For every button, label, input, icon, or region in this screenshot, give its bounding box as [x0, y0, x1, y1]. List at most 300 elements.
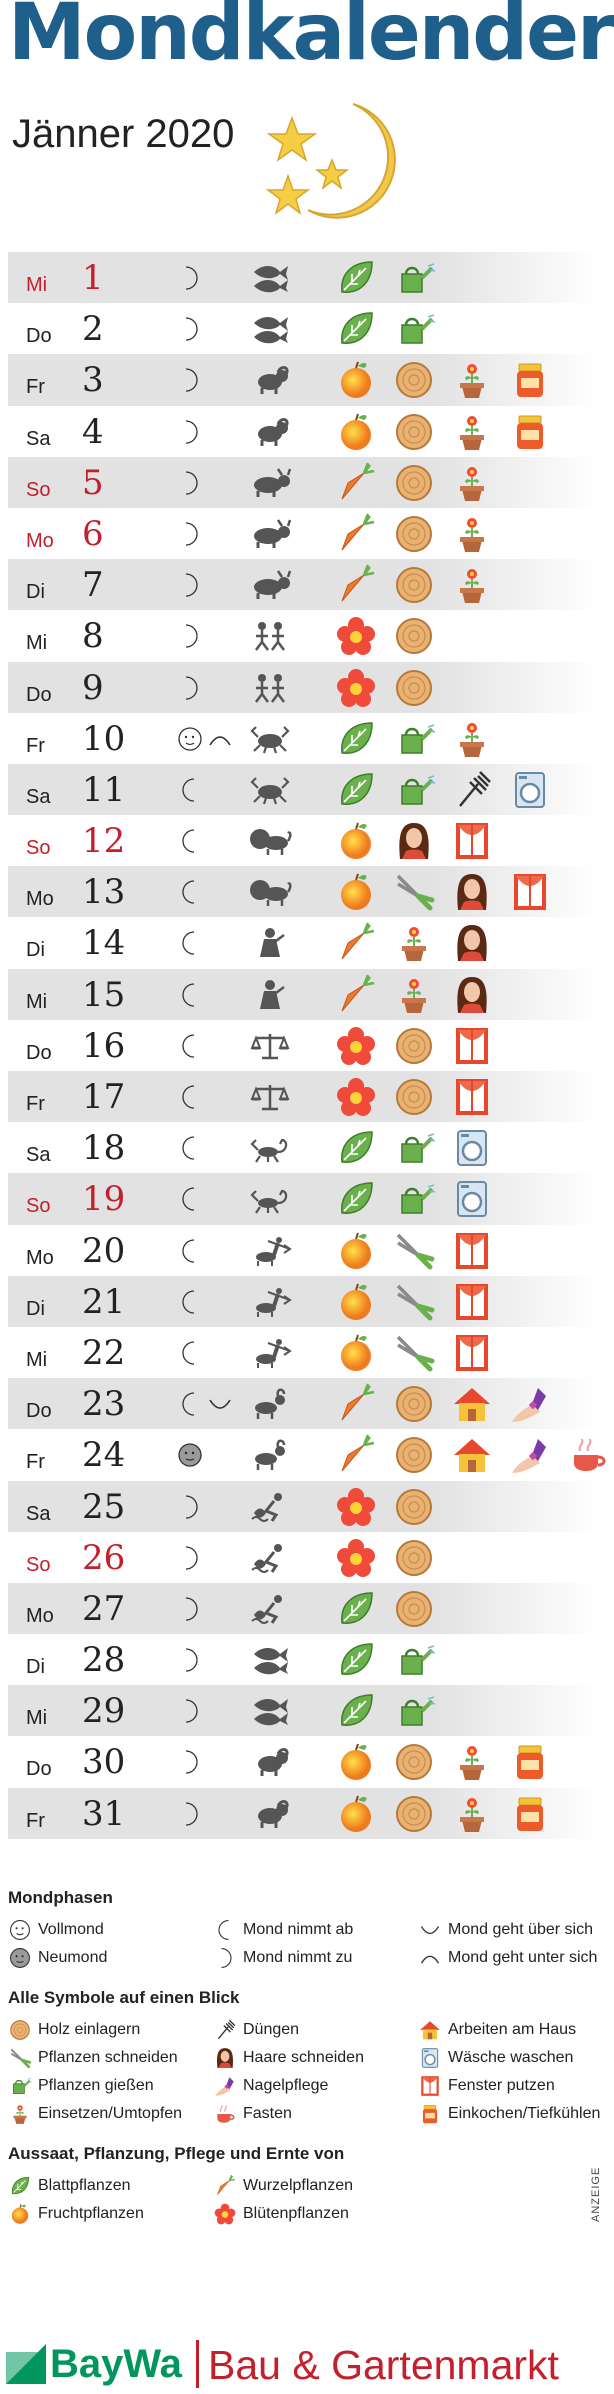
moon-phase-cell — [176, 1027, 236, 1065]
moon-phase-cell — [176, 361, 236, 399]
month-subtitle: Jänner 2020 — [12, 112, 235, 156]
einkochen-icon — [508, 1792, 552, 1836]
wurzel-icon — [334, 973, 378, 1017]
calendar-row — [8, 1583, 598, 1634]
schneiden-icon — [392, 1280, 436, 1324]
frucht-icon — [334, 870, 378, 914]
blueten-icon — [334, 1536, 378, 1580]
moon-phase-cell — [176, 1795, 236, 1833]
activity-icons — [334, 1075, 494, 1119]
holz-icon — [392, 1024, 436, 1068]
activity-icons — [334, 1024, 494, 1068]
ad-label: ANZEIGE — [590, 2166, 602, 2222]
moon-phase-cell — [176, 1180, 236, 1218]
blueten-icon — [334, 666, 378, 710]
legend-label: Holz einlagern — [38, 2021, 141, 2038]
fenster-icon — [450, 819, 494, 863]
moon-zu-icon — [176, 622, 204, 650]
calendar-row — [8, 1071, 598, 1122]
fenster-icon — [450, 1280, 494, 1324]
calendar-row — [8, 1020, 598, 1071]
calendar-row — [8, 1634, 598, 1685]
legend-item — [213, 2174, 418, 2198]
plants-legend — [8, 2174, 608, 2226]
duengen-icon — [450, 768, 494, 812]
moon-ab-icon — [176, 1134, 204, 1162]
haare-icon — [392, 819, 436, 863]
activity-icons — [334, 614, 436, 658]
weekday-label: Fr — [26, 1451, 45, 1474]
wurzel-icon — [334, 461, 378, 505]
wurzel-icon — [334, 563, 378, 607]
moon-ab-icon — [176, 1185, 204, 1213]
holz-icon — [392, 461, 436, 505]
legend-label: Haare schneiden — [243, 2049, 364, 2066]
frucht-icon — [334, 1740, 378, 1784]
activity-icons — [334, 307, 436, 351]
legend-item — [213, 2102, 418, 2126]
blatt-icon — [334, 256, 378, 300]
moon-phase-cell — [176, 976, 236, 1014]
blatt-icon — [334, 1638, 378, 1682]
calendar-row — [8, 764, 598, 815]
moon-zu-icon — [176, 418, 204, 446]
activity-icons — [334, 1536, 436, 1580]
weekday-label: Mo — [26, 888, 54, 911]
activity-icons — [334, 870, 552, 914]
activity-icons — [334, 973, 494, 1017]
weekday-label: Do — [26, 1041, 52, 1064]
wurzel-icon — [213, 2174, 237, 2198]
legend-item — [8, 2018, 213, 2042]
legend-item — [213, 2046, 418, 2070]
holz-icon — [392, 410, 436, 454]
moon-ueber-icon — [206, 1390, 234, 1418]
day-number: 1 — [82, 258, 104, 298]
moon-ab-icon — [176, 1083, 204, 1111]
weekday-label: Fr — [26, 734, 45, 757]
zodiac-loewe-icon — [248, 876, 292, 908]
waesche-icon — [450, 1126, 494, 1170]
moon-ab-icon — [176, 981, 204, 1009]
giessen-icon — [392, 1126, 436, 1170]
zodiac-fische-icon — [248, 262, 292, 294]
holz-icon — [392, 358, 436, 402]
weekday-label: Mi — [26, 1707, 48, 1730]
zodiac-schuetze-icon — [248, 1235, 292, 1267]
day-number: 9 — [82, 667, 104, 708]
wurzel-icon — [334, 921, 378, 965]
ueber-icon — [418, 1918, 442, 1942]
weekday-label: Do — [26, 325, 52, 348]
moon-phase-cell — [176, 1436, 236, 1474]
calendar-row — [8, 1429, 598, 1480]
weekday-label: Mi — [26, 990, 48, 1013]
frucht-icon — [334, 1792, 378, 1836]
zodiac-jungfrau-icon — [248, 979, 292, 1011]
giessen-icon — [392, 256, 436, 300]
zodiac-loewe-icon — [248, 825, 292, 857]
einsetzen-icon — [8, 2102, 32, 2126]
activity-icons — [334, 1280, 494, 1324]
legend-item — [8, 1918, 213, 1942]
day-number: 10 — [82, 718, 126, 759]
weekday-label: Di — [26, 1297, 45, 1320]
calendar-row — [8, 1378, 598, 1429]
day-number: 29 — [82, 1691, 126, 1732]
calendar-row — [8, 917, 598, 968]
calendar-table — [8, 252, 598, 1839]
zodiac-stier-icon — [248, 569, 292, 601]
day-number: 12 — [82, 821, 126, 862]
zodiac-skorpion-icon — [248, 1132, 292, 1164]
frucht-icon — [334, 1280, 378, 1324]
day-number: 22 — [82, 1332, 126, 1373]
fenster-icon — [450, 1024, 494, 1068]
moon-phase-cell — [176, 1129, 236, 1167]
legend-item — [418, 2046, 608, 2070]
schneiden-icon — [392, 1331, 436, 1375]
calendar-row — [8, 406, 598, 457]
unter-icon — [418, 1946, 442, 1970]
weekday-label: Sa — [26, 1144, 51, 1167]
day-number: 31 — [82, 1793, 126, 1834]
calendar-row — [8, 1225, 598, 1276]
einsetzen-icon — [450, 1792, 494, 1836]
moon-phase-cell — [176, 771, 236, 809]
moon-phase-cell — [176, 1641, 236, 1679]
day-number: 6 — [82, 513, 104, 554]
holz-icon — [392, 1075, 436, 1119]
calendar-row — [8, 866, 598, 917]
weekday-label: Mo — [26, 1604, 54, 1627]
legend-label: Einkochen/Tiefkühlen — [448, 2105, 601, 2122]
moon-ab-icon — [176, 1288, 204, 1316]
calendar-row — [8, 1788, 598, 1839]
moon-phase-cell — [176, 1385, 236, 1423]
moon-zu-icon — [176, 1493, 204, 1521]
zodiac-steinbock-icon — [248, 1388, 292, 1420]
legend — [8, 1888, 608, 2244]
legend-label: Mond geht unter sich — [448, 1949, 598, 1966]
zodiac-widder-icon — [248, 416, 292, 448]
weekday-label: Mi — [26, 1348, 48, 1371]
activity-icons — [334, 717, 494, 761]
moon-zu-icon — [176, 469, 204, 497]
weekday-label: Do — [26, 1758, 52, 1781]
calendar-row — [8, 1173, 598, 1224]
blatt-icon — [334, 1177, 378, 1221]
holz-icon — [392, 666, 436, 710]
zodiac-widder-icon — [248, 1798, 292, 1830]
blatt-icon — [334, 717, 378, 761]
day-number: 4 — [82, 411, 104, 452]
giessen-icon — [392, 1689, 436, 1733]
legend-label: Nagelpflege — [243, 2077, 329, 2094]
holz-icon — [392, 1740, 436, 1784]
holz-icon — [392, 1382, 436, 1426]
weekday-label: So — [26, 478, 51, 501]
activity-icons — [334, 1433, 610, 1477]
legend-item — [418, 2018, 608, 2042]
activity-icons — [334, 512, 494, 556]
blatt-icon — [334, 768, 378, 812]
brand-name: BayWa — [50, 2342, 182, 2386]
moon-phase-cell — [176, 1743, 236, 1781]
moon-phase-cell — [176, 669, 236, 707]
moon-zu-icon — [176, 520, 204, 548]
moon-ab-icon — [176, 929, 204, 957]
calendar-row — [8, 354, 598, 405]
zodiac-steinbock-icon — [248, 1439, 292, 1471]
nagel-icon — [508, 1382, 552, 1426]
giessen-icon — [392, 307, 436, 351]
calendar-row — [8, 1736, 598, 1787]
haus-icon — [418, 2018, 442, 2042]
footer — [0, 2330, 614, 2394]
brand-tagline: Bau & Gartenmarkt — [208, 2342, 559, 2388]
day-number: 17 — [82, 1077, 126, 1117]
zodiac-krebs-icon — [248, 774, 292, 806]
einsetzen-icon — [392, 921, 436, 965]
activity-icons — [334, 1126, 494, 1170]
fenster-icon — [450, 1075, 494, 1119]
calendar-row — [8, 969, 598, 1020]
day-number: 19 — [82, 1179, 126, 1220]
waesche-icon — [450, 1177, 494, 1221]
legend-item — [213, 1918, 418, 1942]
activity-icons — [334, 1792, 552, 1836]
nagel-icon — [213, 2074, 237, 2098]
holz-icon — [392, 1536, 436, 1580]
moon-phase-cell — [176, 822, 236, 860]
weekday-label: So — [26, 1195, 51, 1218]
frucht-icon — [334, 819, 378, 863]
weekday-label: Do — [26, 683, 52, 706]
footer-divider — [196, 2340, 199, 2388]
calendar-row — [8, 559, 598, 610]
legend-label: Neumond — [38, 1949, 108, 1966]
legend-label: Fruchtpflanzen — [38, 2205, 144, 2222]
symbols-legend — [8, 2018, 608, 2126]
einkochen-icon — [508, 1740, 552, 1784]
day-number: 26 — [82, 1537, 126, 1578]
moon-phase-cell — [176, 1590, 236, 1628]
activity-icons — [334, 1331, 494, 1375]
weekday-label: Di — [26, 581, 45, 604]
symbols-heading: Alle Symbole auf einen Blick — [8, 1988, 240, 2007]
moon-zu-icon — [176, 1595, 204, 1623]
schneiden-icon — [392, 1229, 436, 1273]
activity-icons — [334, 1689, 436, 1733]
weekday-label: So — [26, 1553, 51, 1576]
moon-phase-cell — [176, 515, 236, 553]
day-number: 27 — [82, 1588, 126, 1629]
zodiac-skorpion-icon — [248, 1183, 292, 1215]
activity-icons — [334, 1638, 436, 1682]
fenster-icon — [450, 1331, 494, 1375]
day-number: 30 — [82, 1742, 126, 1783]
waesche-icon — [418, 2046, 442, 2070]
moon-phase-cell — [176, 413, 236, 451]
moon-zu-icon — [176, 1646, 204, 1674]
moon-zu-icon — [176, 264, 204, 292]
frucht-icon — [334, 1229, 378, 1273]
einsetzen-icon — [450, 563, 494, 607]
moon-phase-cell — [176, 566, 236, 604]
day-number: 11 — [82, 769, 126, 810]
wurzel-icon — [334, 1382, 378, 1426]
frucht-icon — [334, 410, 378, 454]
moon-zu-icon — [176, 366, 204, 394]
moon-ab-icon — [176, 1390, 204, 1418]
moon-ab-icon — [176, 878, 204, 906]
day-number: 2 — [82, 309, 104, 350]
moon-phase-cell — [176, 310, 236, 348]
giessen-icon — [392, 768, 436, 812]
einsetzen-icon — [450, 358, 494, 402]
einsetzen-icon — [450, 1740, 494, 1784]
schneiden-icon — [8, 2046, 32, 2070]
moon-ab-icon — [176, 776, 204, 804]
moon-phase-cell — [176, 1283, 236, 1321]
waesche-icon — [508, 768, 552, 812]
zodiac-wassermann-icon — [248, 1542, 292, 1574]
ab-icon — [213, 1918, 237, 1942]
legend-item — [418, 1946, 608, 1970]
legend-item — [213, 2202, 418, 2226]
giessen-icon — [392, 717, 436, 761]
giessen-icon — [8, 2074, 32, 2098]
haus-icon — [450, 1433, 494, 1477]
legend-label: Blattpflanzen — [38, 2177, 131, 2194]
weekday-label: Sa — [26, 785, 51, 808]
voll-icon — [8, 1918, 32, 1942]
weekday-label: Mo — [26, 1246, 54, 1269]
legend-item — [418, 2074, 608, 2098]
moon-phase-cell — [176, 259, 236, 297]
moon-ab-icon — [176, 1339, 204, 1367]
fenster-icon — [418, 2074, 442, 2098]
calendar-row — [8, 508, 598, 559]
moon-phase-cell — [176, 617, 236, 655]
calendar-row — [8, 252, 598, 303]
zodiac-fische-icon — [248, 1695, 292, 1727]
blueten-icon — [334, 1075, 378, 1119]
day-number: 13 — [82, 872, 126, 913]
legend-label: Vollmond — [38, 1921, 104, 1938]
legend-label: Mond nimmt ab — [243, 1921, 354, 1938]
activity-icons — [334, 819, 494, 863]
moon-phase-cell — [176, 1232, 236, 1270]
moon-zu-icon — [176, 674, 204, 702]
moon-ab-icon — [176, 827, 204, 855]
activity-icons — [334, 563, 494, 607]
day-number: 28 — [82, 1640, 126, 1681]
neu-icon — [8, 1946, 32, 1970]
legend-item — [8, 2174, 213, 2198]
legend-label: Pflanzen schneiden — [38, 2049, 178, 2066]
moon-zu-icon — [176, 1800, 204, 1828]
einsetzen-icon — [450, 461, 494, 505]
legend-item — [8, 2102, 213, 2126]
blatt-icon — [334, 1126, 378, 1170]
weekday-label: Do — [26, 1400, 52, 1423]
legend-label: Wäsche waschen — [448, 2049, 574, 2066]
moon-ab-icon — [176, 1032, 204, 1060]
einkochen-icon — [508, 410, 552, 454]
activity-icons — [334, 768, 552, 812]
moon-stars-illustration — [258, 98, 418, 228]
day-number: 14 — [82, 923, 126, 964]
zodiac-zwillinge-icon — [248, 672, 292, 704]
holz-icon — [392, 1485, 436, 1529]
giessen-icon — [392, 1177, 436, 1221]
weekday-label: So — [26, 837, 51, 860]
plants-heading: Aussaat, Pflanzung, Pflege und Ernte von — [8, 2144, 345, 2163]
einsetzen-icon — [450, 512, 494, 556]
holz-icon — [392, 1587, 436, 1631]
legend-label: Düngen — [243, 2021, 300, 2038]
zodiac-widder-icon — [248, 1746, 292, 1778]
zu-icon — [213, 1946, 237, 1970]
schneiden-icon — [392, 870, 436, 914]
holz-icon — [392, 1792, 436, 1836]
haare-icon — [450, 870, 494, 914]
giessen-icon — [392, 1638, 436, 1682]
einkochen-icon — [508, 358, 552, 402]
moon-phase-cell — [176, 873, 236, 911]
legend-label: Blütenpflanzen — [243, 2205, 349, 2222]
blatt-icon — [334, 307, 378, 351]
frucht-icon — [8, 2202, 32, 2226]
zodiac-widder-icon — [248, 364, 292, 396]
moon-unter-icon — [206, 725, 234, 753]
phases-legend — [8, 1918, 608, 1970]
activity-icons — [334, 1229, 494, 1273]
blatt-icon — [8, 2174, 32, 2198]
einsetzen-icon — [450, 410, 494, 454]
calendar-row — [8, 457, 598, 508]
legend-item — [8, 1946, 213, 1970]
blueten-icon — [213, 2202, 237, 2226]
activity-icons — [334, 666, 436, 710]
calendar-row — [8, 303, 598, 354]
zodiac-schuetze-icon — [248, 1286, 292, 1318]
activity-icons — [334, 1587, 436, 1631]
legend-label: Fenster putzen — [448, 2077, 555, 2094]
zodiac-jungfrau-icon — [248, 927, 292, 959]
holz-icon — [392, 512, 436, 556]
fasten-icon — [213, 2102, 237, 2126]
moon-zu-icon — [176, 315, 204, 343]
weekday-label: Fr — [26, 376, 45, 399]
wurzel-icon — [334, 512, 378, 556]
day-number: 24 — [82, 1435, 126, 1476]
moon-phase-cell — [176, 1078, 236, 1116]
blueten-icon — [334, 1024, 378, 1068]
legend-label: Arbeiten am Haus — [448, 2021, 577, 2038]
calendar-row — [8, 1532, 598, 1583]
zodiac-waage-icon — [248, 1030, 292, 1062]
activity-icons — [334, 410, 552, 454]
calendar-row — [8, 815, 598, 866]
zodiac-zwillinge-icon — [248, 620, 292, 652]
blueten-icon — [334, 1485, 378, 1529]
moon-phase-cell — [176, 1334, 236, 1372]
legend-label: Pflanzen gießen — [38, 2077, 154, 2094]
fasten-icon — [566, 1433, 610, 1477]
